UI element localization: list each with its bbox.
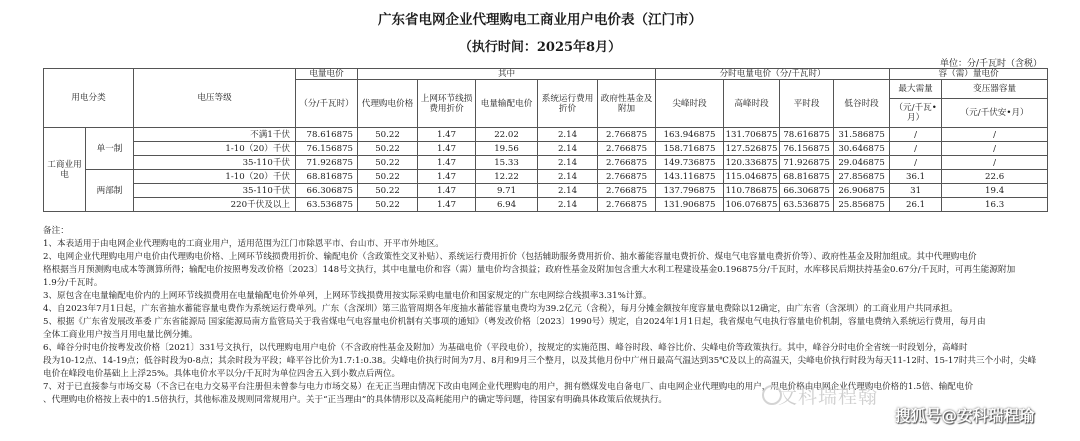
cell-transformer: / (942, 128, 1048, 142)
source-watermark: 搜狐号@安科瑞程瑜 (895, 407, 1035, 425)
cell-peak-top: 158.716875 (656, 142, 724, 156)
cell-fund: 2.766875 (598, 142, 656, 156)
cell-flat: 63.536875 (780, 198, 834, 212)
cell-loss: 1.47 (418, 198, 476, 212)
cell-purchase: 50.22 (358, 184, 418, 198)
cell-system: 2.14 (538, 156, 598, 170)
cell-purchase: 50.22 (358, 128, 418, 142)
page-subtitle: （执行时间：2025年8月） (458, 40, 622, 55)
cell-transmission: 12.22 (476, 170, 538, 184)
cell-peak: 131.706875 (724, 128, 780, 142)
cell-energy: 66.306875 (296, 184, 358, 198)
cell-demand: 26.1 (890, 198, 942, 212)
single-part-label: 单一制 (86, 128, 134, 170)
cell-transmission: 15.33 (476, 156, 538, 170)
cell-demand: / (890, 156, 942, 170)
cell-purchase: 50.22 (358, 170, 418, 184)
table-row (44, 142, 1048, 156)
cell-fund: 2.766875 (598, 170, 656, 184)
cell-peak-top: 131.906875 (656, 198, 724, 212)
header-transformer-unit: （元/千伏安•月） (942, 99, 1048, 128)
header-system-cost: 系统运行费用折价 (538, 80, 598, 128)
unit-label: 单位：分/千瓦时（含税） (939, 59, 1042, 69)
header-fund: 政府性基金及附加 (598, 80, 656, 128)
header-capacity: 容（需）量电价 (890, 69, 1048, 80)
cell-flat: 66.306875 (780, 184, 834, 198)
cell-demand: / (890, 128, 942, 142)
cell-valley: 30.646875 (834, 142, 890, 156)
cell-fund: 2.766875 (598, 128, 656, 142)
table-row (44, 128, 1048, 142)
cell-voltage: 不满1千伏 (134, 128, 296, 142)
cell-peak-top: 163.946875 (656, 128, 724, 142)
cell-energy: 68.816875 (296, 170, 358, 184)
header-max-demand: 最大需量 (890, 80, 942, 99)
cell-purchase: 50.22 (358, 156, 418, 170)
cell-transmission: 22.02 (476, 128, 538, 142)
cell-valley: 25.856875 (834, 198, 890, 212)
cell-demand: 36.1 (890, 170, 942, 184)
cell-flat: 78.616875 (780, 128, 834, 142)
note-line: 7、对于已直接参与市场交易（不含已在电力交易平台注册但未曾参与电力市场交易）在无正当理由情况下改由电网企业代理购电的用户，拥有燃煤发电自备电厂、由电网企业代理购电的用户，用电价格由电网企业代理购电价格的1.5倍、输配电价 (43, 382, 974, 392)
cell-transformer: 19.4 (942, 184, 1048, 198)
header-valley: 低谷时段 (834, 80, 890, 128)
cell-flat: 71.926875 (780, 156, 834, 170)
page-title: 广东省电网企业代理购电工商业用户电价表（江门市） (378, 12, 702, 28)
cell-energy: 71.926875 (296, 156, 358, 170)
note-line: 1、本表适用于由电网企业代理购电的工商业用户，适用范围为江门市除恩平市、台山市、开平市外地区。 (43, 239, 444, 249)
table-row (44, 156, 1048, 170)
cell-system: 2.14 (538, 198, 598, 212)
header-purchase: 代理购电价格 (358, 80, 418, 128)
note-line: 段为10-12点、14-19点；低谷时段为0-8点；其余时段为平段；峰平谷比价为1.7:1:0.38。尖峰电价执行时间为7月、8月和9月三个整月，以及其他月份中广州日最高气温达到35℃及以上的高温天，尖峰电价执行时段为每天11-12时、15-17时共三个小时，尖峰 (43, 356, 1037, 366)
header-max-demand-unit: （元/千瓦•月） (890, 99, 942, 128)
cell-flat: 68.816875 (780, 170, 834, 184)
price-table (43, 68, 1048, 212)
cell-energy: 63.536875 (296, 198, 358, 212)
cell-voltage: 1-10（20）千伏 (134, 170, 296, 184)
header-of-which: 其中 (358, 69, 656, 80)
cell-loss: 1.47 (418, 170, 476, 184)
cell-voltage: 35-110千伏 (134, 156, 296, 170)
watermark-text: 文科瑞程翰 (778, 386, 879, 408)
note-line: 4、自2023年7月1日起，广东省抽水蓄能容量电费作为系统运行费单列。广东（含深圳）第三监管周期各年度抽水蓄能容量电费均为39.2亿元（含税），每月分摊金额按年度容量电费除以12确定，由广东省（含深圳）的工商业用户共同承担。 (43, 304, 958, 314)
group-label: 工商业用电 (44, 128, 86, 212)
cell-energy: 76.156875 (296, 142, 358, 156)
cell-valley: 26.906875 (834, 184, 890, 198)
cell-loss: 1.47 (418, 156, 476, 170)
table-row (44, 184, 1048, 198)
cell-fund: 2.766875 (598, 156, 656, 170)
header-energy-unit: （分/千瓦时） (296, 80, 358, 128)
cell-valley: 31.586875 (834, 128, 890, 142)
cell-system: 2.14 (538, 184, 598, 198)
cell-system: 2.14 (538, 142, 598, 156)
cell-peak: 120.336875 (724, 156, 780, 170)
two-part-label: 两部制 (86, 170, 134, 212)
notes (43, 225, 1047, 407)
cell-fund: 2.766875 (598, 184, 656, 198)
cell-valley: 29.046875 (834, 156, 890, 170)
note-line: 1.9分/千瓦时。 (43, 278, 103, 288)
note-line: 备注： (43, 226, 69, 236)
cell-purchase: 50.22 (358, 142, 418, 156)
cell-system: 2.14 (538, 128, 598, 142)
cell-transformer: 22.6 (942, 170, 1048, 184)
note-line: 格根据当月预测购电成本等测算所得；输配电价按照粤发改价格〔2023〕148号文执行，其中电量电价和容（需）量电价均含损益；政府性基金及附加包含重大水利工程建设基金0.196875分/千瓦时，水库移民后期扶持基金0.67分/千瓦时，可再生能源附加 (43, 265, 1016, 275)
cell-voltage: 35-110千伏 (134, 184, 296, 198)
cell-peak-top: 137.796875 (656, 184, 724, 198)
header-category: 用电分类 (44, 69, 134, 128)
header-tou: 分时电量电价（分/千瓦时） (656, 69, 890, 80)
cell-fund: 2.766875 (598, 198, 656, 212)
header-loss: 上网环节线损费用折价 (418, 80, 476, 128)
header-energy-price: 电量电价 (296, 69, 358, 80)
header-flat: 平时段 (780, 80, 834, 128)
cell-transformer: / (942, 156, 1048, 170)
cell-transmission: 19.56 (476, 142, 538, 156)
cell-peak-top: 143.116875 (656, 170, 724, 184)
header-transformer: 变压器容量 (942, 80, 1048, 99)
note-line: 全体工商业用户按当月用电量比例分摊。 (43, 330, 198, 340)
cell-purchase: 50.22 (358, 198, 418, 212)
cell-loss: 1.47 (418, 142, 476, 156)
note-line: 5、根据《广东省发展改革委 广东省能源局 国家能源局南方监管局关于我省煤电气电容量电价机制有关事项的通知》（粤发改价格〔2023〕1990号）规定，自2024年1月1日起，我省煤电气电执行容量电价机制，容量电费纳入系统运行费用，每月由 (43, 317, 986, 327)
note-line: 2、电网企业代理购电用户电价由代理购电价格、上网环节线损费用折价、输配电价（含政策性交叉补贴）、系统运行费用折价（包括辅助服务费用折价、抽水蓄能容量电费折价、煤电气电容量电费折价等）、政府性基金及附加组成。其中代理购电价 (43, 252, 977, 262)
note-line: 电价在峰段电价基础上上浮25%。具体电价水平以分/千瓦时为单位四舍五入到小数点后两位。 (43, 369, 401, 379)
cell-peak: 127.526875 (724, 142, 780, 156)
note-line: 、代理购电价格按上表中的1.5倍执行，其他标准及规则同常规用户。关于“正当理由”的具体情形以及高耗能用户的确定等问题，待国家有明确具体政策后依规执行。 (43, 395, 668, 405)
cell-voltage: 1-10（20）千伏 (134, 142, 296, 156)
header-peak-top: 尖峰时段 (656, 80, 724, 128)
header-voltage: 电压等级 (134, 69, 296, 128)
cell-transmission: 9.71 (476, 184, 538, 198)
header-peak: 高峰时段 (724, 80, 780, 128)
cell-transmission: 6.94 (476, 198, 538, 212)
header-transmission: 电量输配电价 (476, 80, 538, 128)
cell-transformer: 16.3 (942, 198, 1048, 212)
table-row (44, 170, 1048, 184)
cell-demand: 31 (890, 184, 942, 198)
cell-transformer: / (942, 142, 1048, 156)
cell-peak: 106.076875 (724, 198, 780, 212)
cell-flat: 76.156875 (780, 142, 834, 156)
cell-peak: 115.046875 (724, 170, 780, 184)
table-row (44, 198, 1048, 212)
cell-voltage: 220千伏及以上 (134, 198, 296, 212)
cell-peak-top: 149.736875 (656, 156, 724, 170)
cell-system: 2.14 (538, 170, 598, 184)
cell-energy: 78.616875 (296, 128, 358, 142)
note-line: 3、原包含在电量输配电价内的上网环节线损费用在电量输配电价外单列，上网环节线损费用按实际采购电量电价和国家规定的广东电网综合线损率3.31%计算。 (43, 291, 652, 301)
cell-demand: / (890, 142, 942, 156)
cell-loss: 1.47 (418, 128, 476, 142)
cell-valley: 27.856875 (834, 170, 890, 184)
note-line: 6、峰谷分时电价按粤发改价格〔2021〕331号文执行，以代理购电用户电价（不含政府性基金及附加）为基础电价（平段电价），按规定的实施范围、峰谷时段、峰谷比价、尖峰电价等政策执行。其中，峰谷分时电价全省统一时段划分，高峰时 (43, 343, 968, 353)
cell-peak: 110.786875 (724, 184, 780, 198)
cell-loss: 1.47 (418, 184, 476, 198)
